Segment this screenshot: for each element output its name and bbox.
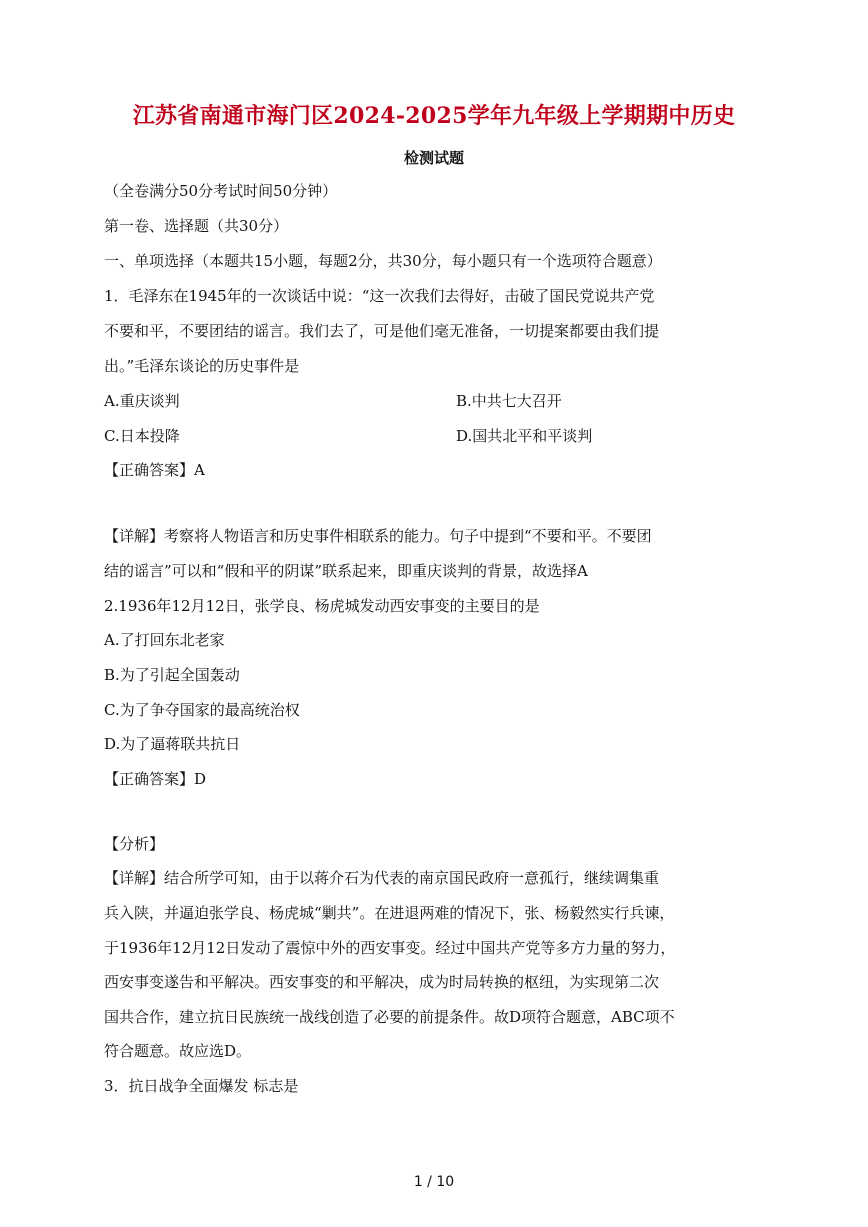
- q2-option-c: C.为了争夺国家的最高统治权: [104, 701, 300, 719]
- q2-option-a: A.了打回东北老家: [104, 631, 225, 649]
- q1-option-d: D.国共北平和平谈判: [456, 427, 593, 445]
- q1-answer: 【正确答案】A: [104, 461, 205, 479]
- q2-analysis: 【分析】: [104, 835, 165, 853]
- q2-explanation-line-6: 符合题意。故应选D。: [104, 1042, 252, 1060]
- q2-answer: 【正确答案】D: [104, 770, 207, 788]
- q1-stem-line-2: 不要和平，不要团结的谣言。我们去了，可是他们毫无准备，一切提案都要由我们提: [104, 322, 660, 340]
- part-heading: 一、单项选择（本题共15小题，每题2分，共30分，每小题只有一个选项符合题意）: [104, 252, 662, 270]
- q1-option-b: B.中共七大召开: [456, 392, 562, 410]
- q2-explanation-line-1: 【详解】结合所学可知，由于以蒋介石为代表的南京国民政府一意孤行，继续调集重: [104, 869, 660, 887]
- q1-explanation-line-2: 结的谣言”可以和“假和平的阴谋”联系起来，即重庆谈判的背景，故选择A: [104, 562, 588, 580]
- q1-explanation-line-1: 【详解】考察将人物语言和历史事件相联系的能力。句子中提到“不要和平。不要团: [104, 527, 652, 545]
- q1-option-c: C.日本投降: [104, 427, 180, 445]
- exam-note: （全卷满分50分考试时间50分钟）: [104, 182, 338, 200]
- page-number: 1 / 10: [413, 1174, 455, 1190]
- q1-option-a: A.重庆谈判: [104, 392, 180, 410]
- q2-option-d: D.为了逼蒋联共抗日: [104, 735, 241, 753]
- q2-explanation-line-3: 于1936年12月12日发动了震惊中外的西安事变。经过中国共产党等多方力量的努力，: [104, 939, 676, 957]
- q1-stem-line-3: 出。”毛泽东谈论的历史事件是: [104, 357, 300, 375]
- q3-stem: 3．抗日战争全面爆发 标志是: [104, 1077, 299, 1095]
- q2-explanation-line-4: 西安事变遂告和平解决。西安事变的和平解决，成为时局转换的枢纽，为实现第二次: [104, 973, 660, 991]
- page-title: 江苏省南通市海门区2024-2025学年九年级上学期期中历史: [132, 103, 736, 129]
- q1-stem-line-1: 1．毛泽东在1945年的一次谈话中说：“这一次我们去得好，击破了国民党说共产党: [104, 287, 655, 305]
- q2-explanation-line-5: 国共合作，建立抗日民族统一战线创造了必要的前提条件。故D项符合题意，ABC项不: [104, 1008, 675, 1026]
- q2-option-b: B.为了引起全国轰动: [104, 666, 240, 684]
- q2-explanation-line-2: 兵入陕，并逼迫张学良、杨虎城“剿共”。在进退两难的情况下，张、杨毅然实行兵谏，: [104, 904, 675, 922]
- section-heading: 第一卷、选择题（共30分）: [104, 217, 289, 235]
- page-subtitle: 检测试题: [403, 149, 464, 167]
- q2-stem: 2.1936年12月12日，张学良、杨虎城发动西安事变的主要目的是: [104, 597, 540, 615]
